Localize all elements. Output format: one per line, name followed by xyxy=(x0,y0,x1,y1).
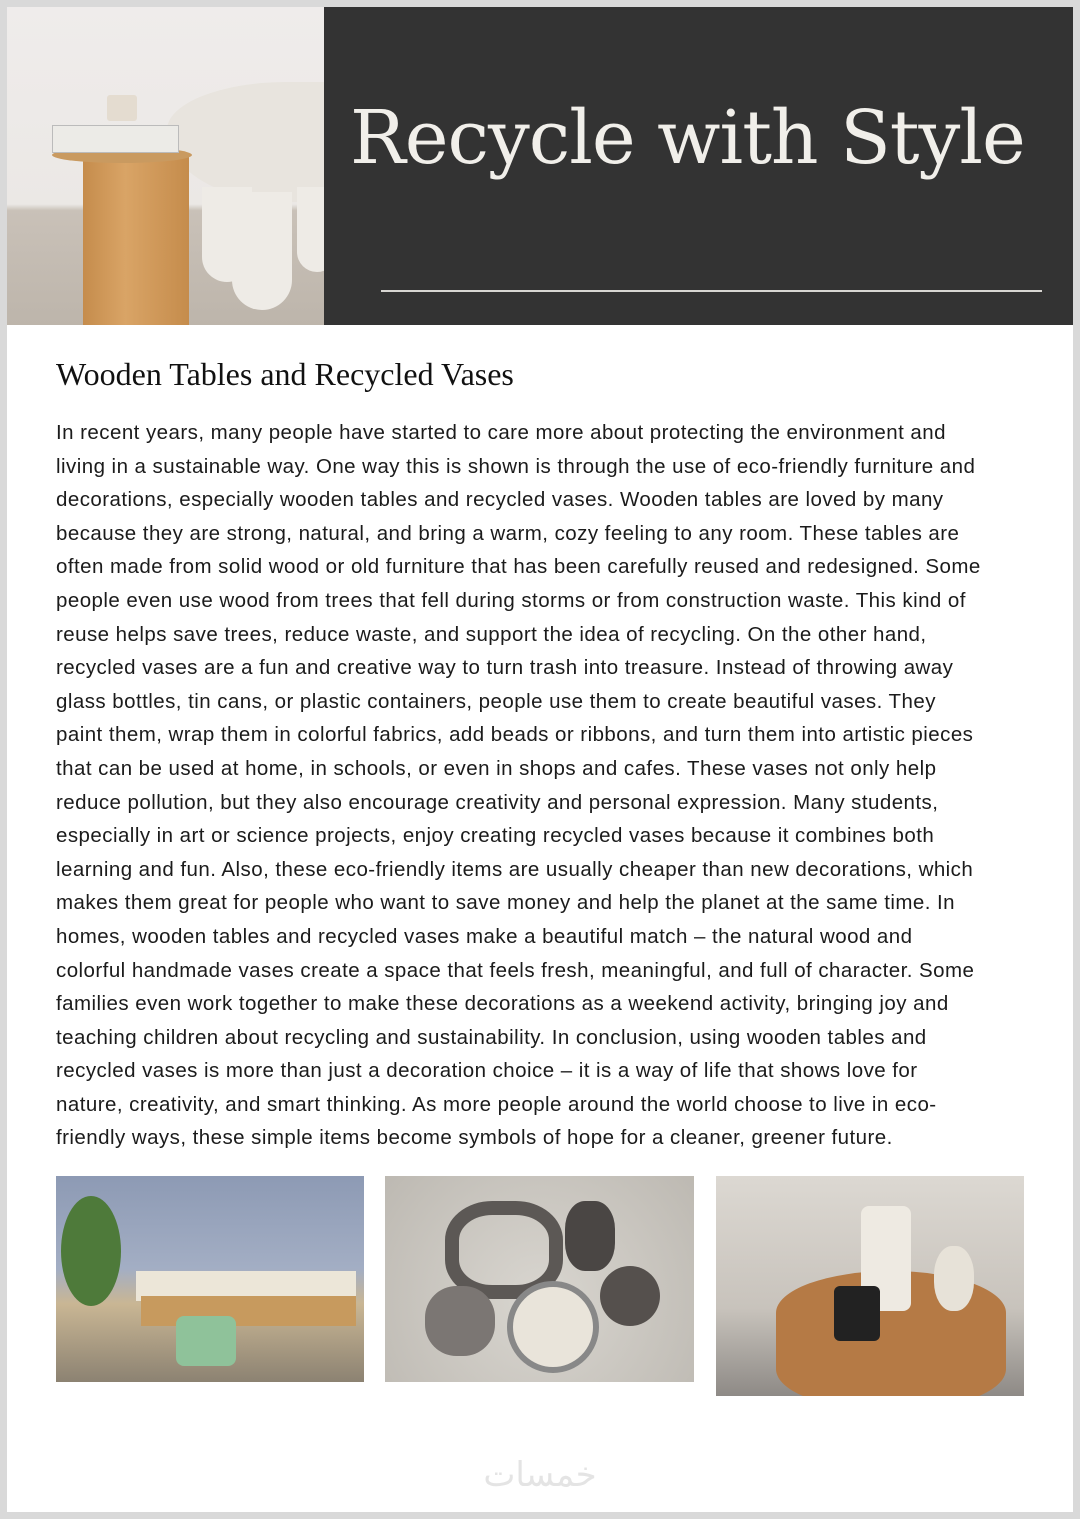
watermark-logo: خمسات xyxy=(483,1455,597,1495)
article-line: people even use wood from trees that fell during storms or from construction waste. This kind of xyxy=(56,588,966,612)
article-line: often made from solid wood or old furniture that has been carefully reused and redesigned. Some xyxy=(56,555,981,579)
article-line: learning and fun. Also, these eco-friendly items are usually cheaper than new decorations, which xyxy=(56,857,974,881)
photo-vases-on-wooden-table xyxy=(716,1176,1024,1396)
article-heading: Wooden Tables and Recycled Vases xyxy=(56,356,514,392)
article-line: reuse helps save trees, reduce waste, and support the idea of recycling. On the other hand, xyxy=(56,622,927,646)
article-line: nature, creativity, and smart thinking. As more people around the world choose to live in eco- xyxy=(56,1092,937,1116)
article-line: teaching children about recycling and sustainability. In conclusion, using wooden tables and xyxy=(56,1025,927,1049)
article-line: recycled vases is more than just a decoration choice – it is a way of life that shows love for xyxy=(56,1059,918,1083)
article-line: friendly ways, these simple items become symbols of hope for a cleaner, greener future. xyxy=(56,1126,893,1150)
article-line: especially in art or science projects, enjoy creating recycled vases because it combines both xyxy=(56,824,935,848)
photo-recycled-vases-candles xyxy=(385,1176,694,1382)
article-body xyxy=(56,416,981,1155)
title-divider xyxy=(381,290,1042,292)
title-banner xyxy=(324,7,1073,325)
article-line: paint them, wrap them in colorful fabrics, add beads or ribbons, and turn them into artistic pieces xyxy=(56,723,974,747)
document-page xyxy=(7,7,1073,1512)
article-line: In recent years, many people have started to care more about protecting the environment and xyxy=(56,421,946,444)
article-line: families even work together to make these decorations as a weekend activity, bringing joy and xyxy=(56,992,949,1016)
photo-pallet-sofa xyxy=(56,1176,364,1382)
article-line: glass bottles, tin cans, or plastic containers, people use them to create beautiful vases. They xyxy=(56,689,936,713)
hero-photo-table-and-chair xyxy=(7,7,324,325)
article-line: because they are strong, natural, and bring a warm, cozy feeling to any room. These tables are xyxy=(56,521,960,545)
article-line: living in a sustainable way. One way this is shown is through the use of eco-friendly furniture and xyxy=(56,454,976,478)
article-line: decorations, especially wooden tables and recycled vases. Wooden tables are loved by many xyxy=(56,488,944,512)
article-line: colorful handmade vases create a space that feels fresh, meaningful, and full of character. Some xyxy=(56,958,975,982)
article-line: homes, wooden tables and recycled vases make a beautiful match – the natural wood and xyxy=(56,924,913,948)
article-line: reduce pollution, but they also encourage creativity and personal expression. Many students, xyxy=(56,790,939,814)
article-line: that can be used at home, in schools, or even in shops and cafes. These vases not only help xyxy=(56,756,937,780)
page-title: Recycle with Style xyxy=(350,95,1025,181)
article-line: recycled vases are a fun and creative way to turn trash into treasure. Instead of throwing away xyxy=(56,656,954,680)
article-line: makes them great for people who want to save money and help the planet at the same time. In xyxy=(56,891,956,915)
